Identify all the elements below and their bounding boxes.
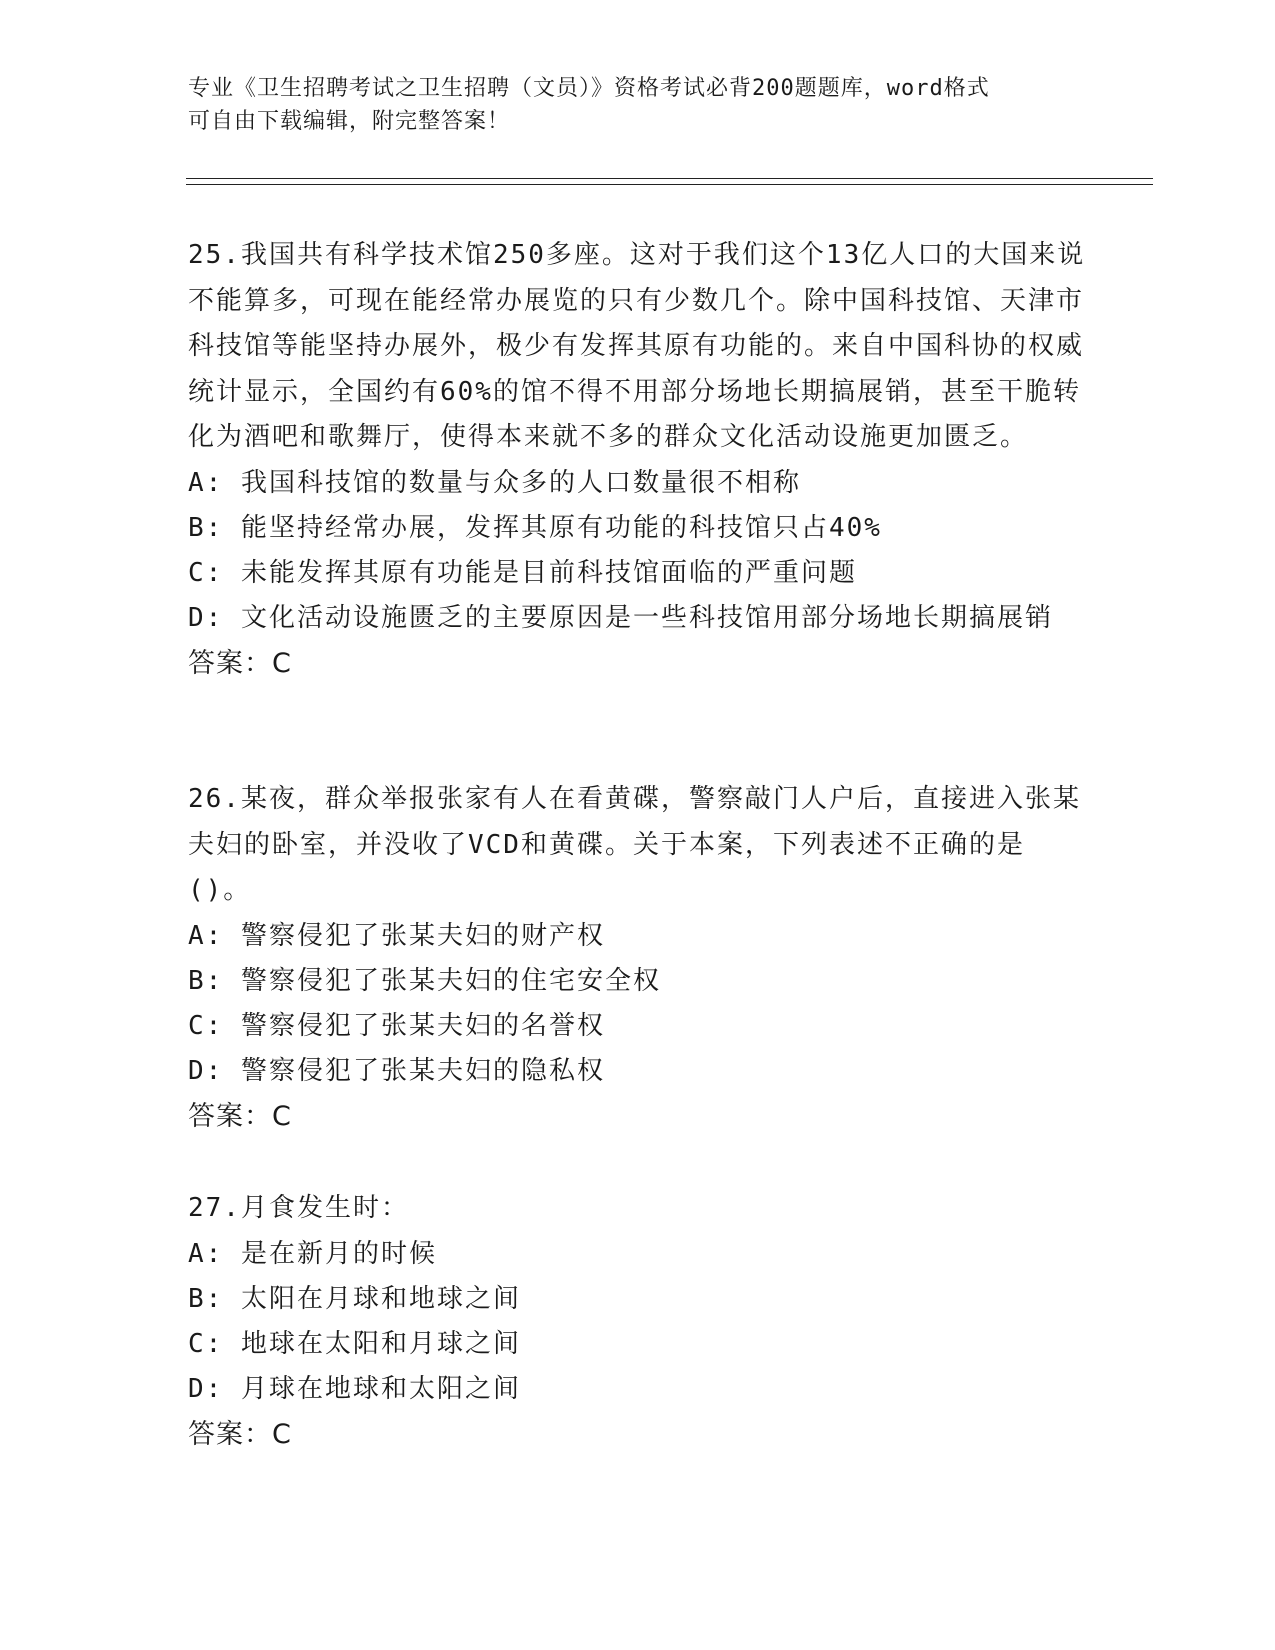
question-25 (188, 233, 1088, 687)
document-header (188, 72, 1088, 138)
question-stem: 25.我国共有科学技术馆250多座。这对于我们这个13亿人口的大国来说不能算多，可现在能经常办展览的只有少数几个。除中国科技馆、天津市科技馆等能坚持办展外，极少有发挥其原有功能的。来自中国科协的权威统计显示，全国约有60%的馆不得不用部分场地长期搞展销，甚至干脆转化为酒吧和歌舞厅，使得本来就不多的群众文化活动设施更加匮乏。 (188, 240, 1086, 452)
option-d: D: 警察侵犯了张某夫妇的隐私权 (188, 1055, 605, 1086)
option-b: B: 太阳在月球和地球之间 (188, 1283, 521, 1314)
question-26 (188, 777, 1088, 1140)
question-stem: 26.某夜，群众举报张家有人在看黄碟，警察敲门人户后，直接进入张某夫妇的卧室，并没收了VCD和黄碟。关于本案，下列表述不正确的是()。 (188, 784, 1081, 905)
answer-label: 答案：C (188, 647, 292, 679)
option-b: B: 警察侵犯了张某夫妇的住宅安全权 (188, 965, 661, 996)
option-a: A: 警察侵犯了张某夫妇的财产权 (188, 920, 605, 951)
header-line-2: 可自由下载编辑，附完整答案！ (188, 109, 511, 134)
option-c: C: 警察侵犯了张某夫妇的名誉权 (188, 1010, 605, 1041)
option-a: A: 我国科技馆的数量与众多的人口数量很不相称 (188, 467, 801, 498)
option-d: D: 文化活动设施匮乏的主要原因是一些科技馆用部分场地长期搞展销 (188, 602, 1053, 633)
option-d: D: 月球在地球和太阳之间 (188, 1373, 521, 1404)
question-stem: 27.月食发生时： (188, 1193, 409, 1223)
option-a: A: 是在新月的时候 (188, 1238, 437, 1269)
header-line-1: 专业《卫生招聘考试之卫生招聘（文员）》资格考试必背200题题库，word格式 (188, 76, 990, 101)
answer-label: 答案：C (188, 1100, 292, 1132)
header-divider-top (186, 178, 1153, 179)
header-divider-bottom (186, 184, 1153, 185)
option-b: B: 能坚持经常办展，发挥其原有功能的科技馆只占40% (188, 512, 882, 543)
option-c: C: 未能发挥其原有功能是目前科技馆面临的严重问题 (188, 557, 857, 588)
question-27 (188, 1186, 1088, 1458)
answer-label: 答案：C (188, 1418, 292, 1450)
option-c: C: 地球在太阳和月球之间 (188, 1328, 521, 1359)
